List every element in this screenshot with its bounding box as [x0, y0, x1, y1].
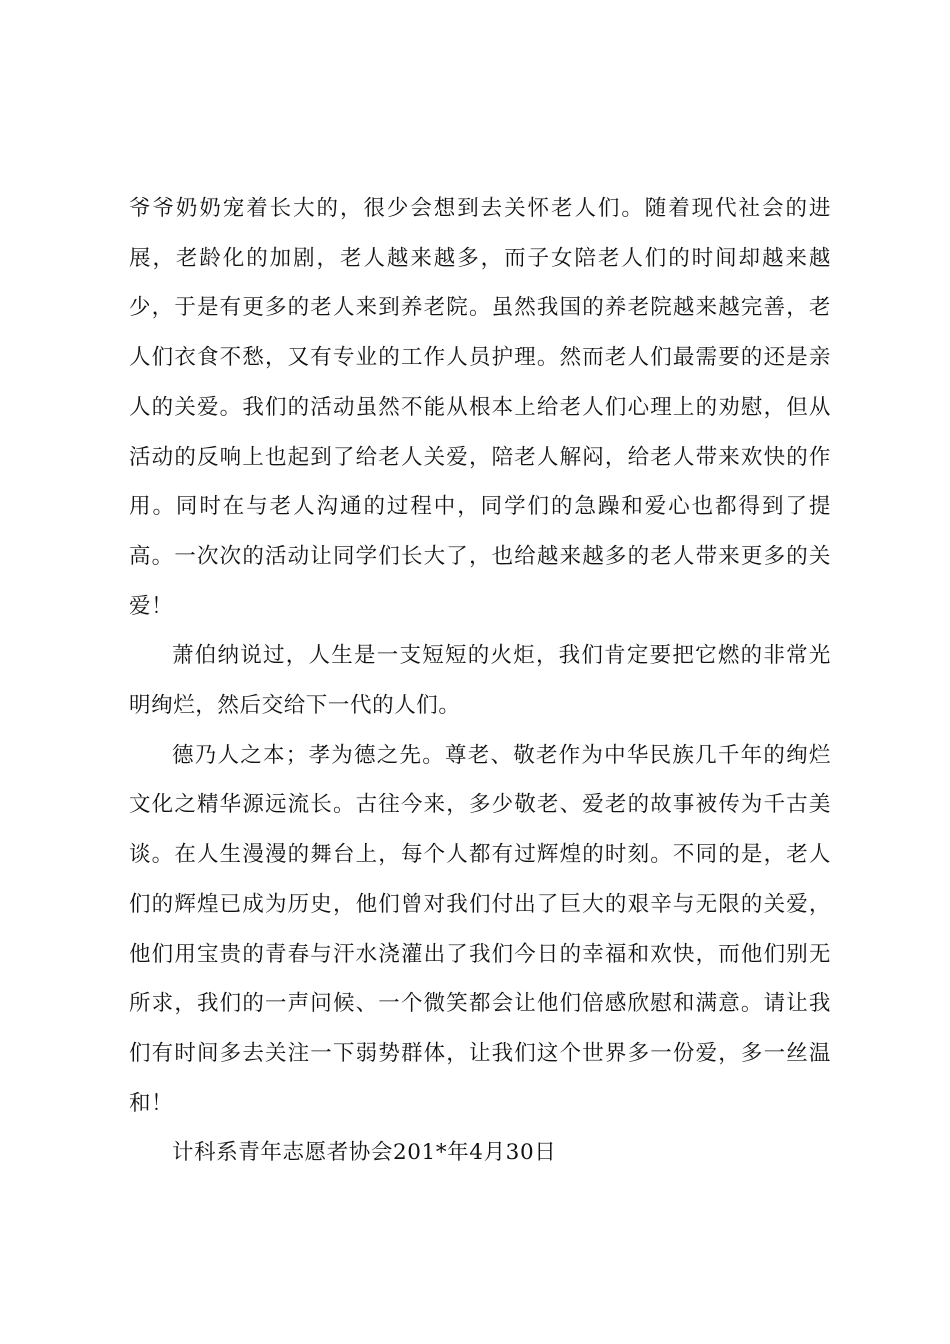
document-body: [129, 184, 831, 1178]
paragraph-1: 爷爷奶奶宠着长大的，很少会想到去关怀老人们。随着现代社会的进展，老龄化的加剧，老人越来越多，而子女陪老人们的时间却越来越少，于是有更多的老人来到养老院。虽然我国的养老院越来越完善，老人们衣食不愁，又有专业的工作人员护理。然而老人们最需要的还是亲人的关爱。我们的活动虽然不能从根本上给老人们心理上的劝慰，但从活动的反响上也起到了给老人关爱，陪老人解闷，给老人带来欢快的作用。同时在与老人沟通的过程中，同学们的急躁和爱心也都得到了提高。一次次的活动让同学们长大了，也给越来越多的老人带来更多的关爱！: [129, 196, 831, 619]
paragraph-3: 德乃人之本；孝为德之先。尊老、敬老作为中华民族几千年的绚烂文化之精华源远流长。古往今来，多少敬老、爱老的故事被传为千古美谈。在人生漫漫的舞台上，每个人都有过辉煌的时刻。不同的是，老人们的辉煌已成为历史，他们曾对我们付出了巨大的艰辛与无限的关爱，他们用宝贵的青春与汗水浇灌出了我们今日的幸福和欢快，而他们别无所求，我们的一声问候、一个微笑都会让他们倍感欣慰和满意。请让我们有时间多去关注一下弱势群体，让我们这个世界多一份爱，多一丝温和！: [129, 742, 831, 1116]
paragraph-2: 萧伯纳说过，人生是一支短短的火炬，我们肯定要把它燃的非常光明绚烂，然后交给下一代的人们。: [129, 643, 831, 719]
signature-line: 计科系青年志愿者协会201*年4月30日: [172, 1140, 557, 1166]
